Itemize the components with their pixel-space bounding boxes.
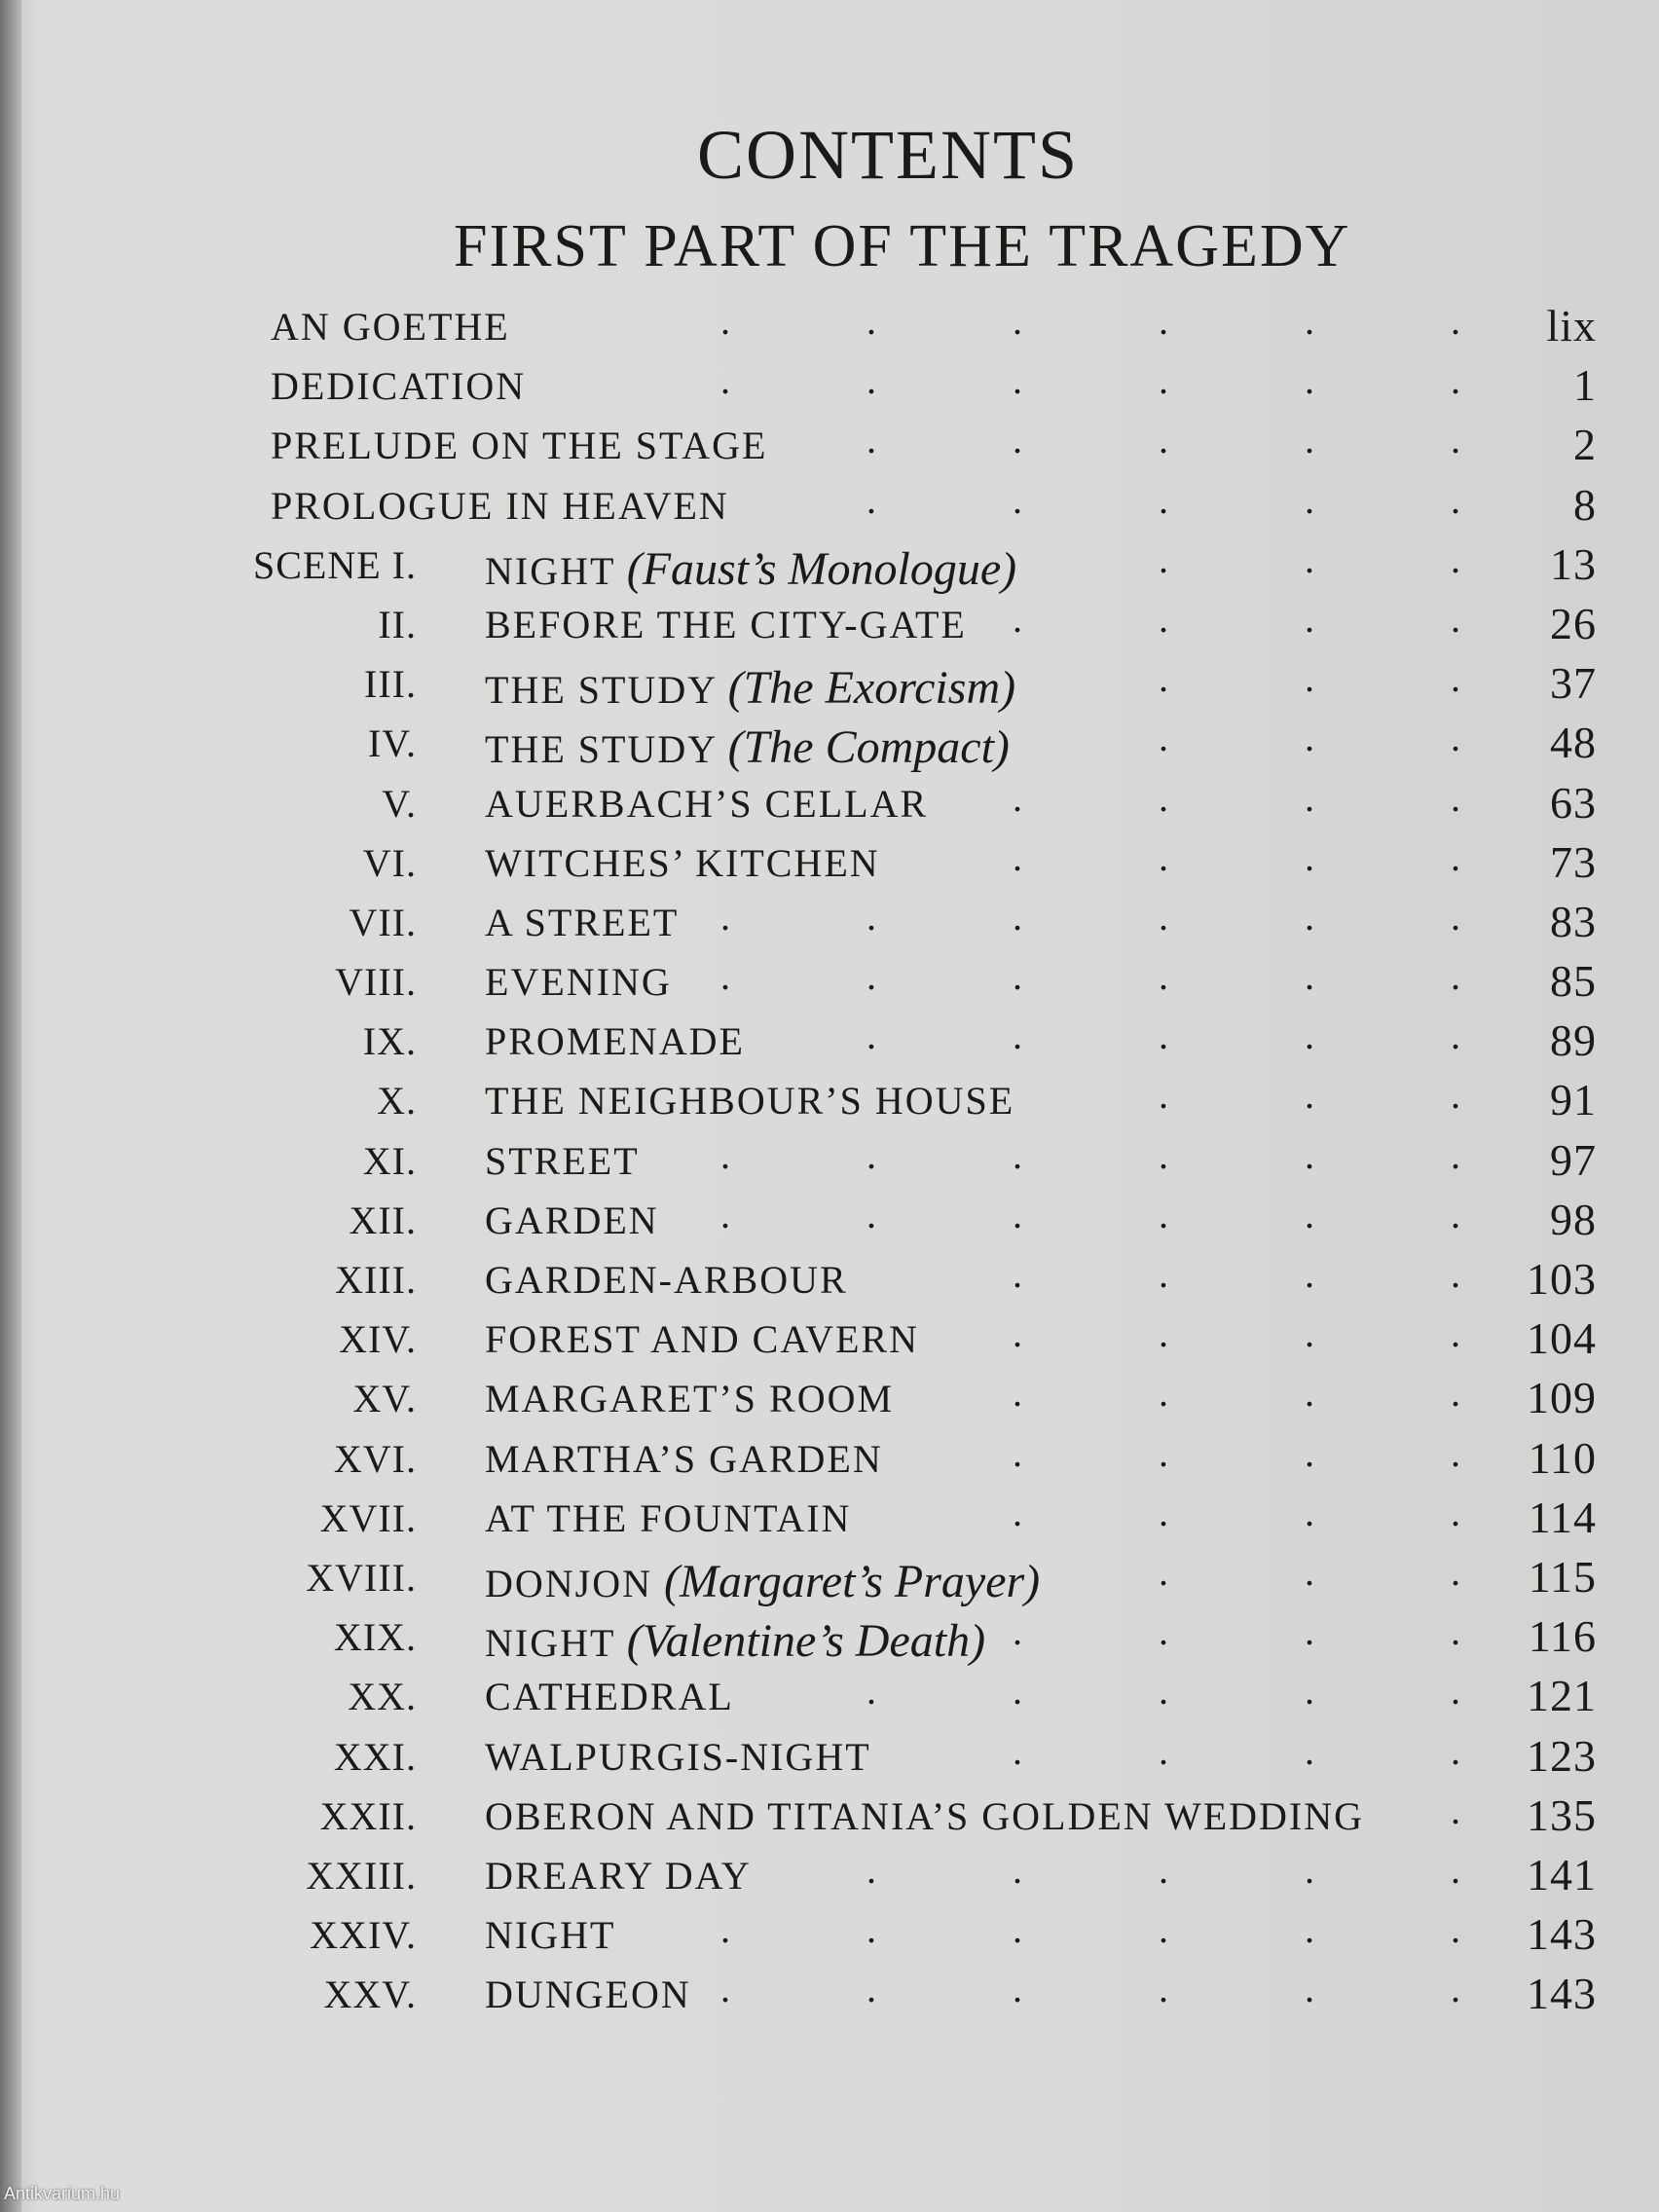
toc-entry [263, 1490, 1606, 1555]
dot-leader: . [1159, 716, 1168, 760]
dot-leader: . [1451, 1192, 1460, 1236]
dot-leader: . [1013, 1490, 1022, 1534]
dot-leader: . [1013, 1430, 1022, 1475]
page-number: 1 [1573, 360, 1597, 411]
scene-number: XXIII. [306, 1853, 417, 1898]
dot-leader: . [1451, 1371, 1460, 1416]
toc-entry [263, 1014, 1606, 1078]
scene-number: VIII. [335, 960, 417, 1005]
entry-title-text: DUNGEON [485, 1972, 691, 2017]
dot-leader: . [1013, 1371, 1022, 1416]
page-number: 121 [1527, 1671, 1597, 1721]
entry-title-text: EVENING [485, 960, 672, 1005]
entry-title-text: THE STUDY [485, 668, 717, 713]
page-number: 109 [1527, 1373, 1597, 1423]
toc-entry [263, 1549, 1606, 1614]
dot-leader: . [1451, 1073, 1460, 1118]
dot-leader: . [1159, 775, 1168, 820]
dot-leader: . [866, 894, 876, 939]
entry-title [271, 363, 526, 409]
scene-number: III. [364, 662, 417, 707]
entry-title [485, 1138, 640, 1184]
dot-leader: . [1159, 596, 1168, 641]
dot-leader: . [1305, 894, 1314, 939]
dot-leader: . [866, 299, 876, 343]
entry-title [485, 781, 928, 827]
dot-leader: . [1159, 1967, 1168, 2011]
scene-number: SCENE I. [253, 542, 417, 587]
dot-leader: . [1451, 1609, 1460, 1654]
page-number: 89 [1550, 1015, 1597, 1066]
scene-number: XV. [352, 1377, 417, 1421]
entry-title [485, 1734, 871, 1780]
dot-leader: . [866, 1967, 876, 2011]
entry-title-text: AN GOETHE [271, 305, 510, 349]
toc-entry [263, 1728, 1606, 1793]
entry-title-text: AT THE FOUNTAIN [485, 1495, 852, 1540]
scene-number: XII. [349, 1198, 417, 1242]
toc-entry [263, 954, 1606, 1018]
dot-leader: . [1013, 954, 1022, 999]
entry-title-text: DEDICATION [271, 364, 527, 409]
scene-number: XVIII. [306, 1555, 417, 1600]
toc-entry [263, 1132, 1606, 1198]
dot-leader: . [1305, 299, 1314, 343]
dot-leader: . [1451, 894, 1460, 939]
dot-leader: . [1305, 477, 1314, 522]
dot-leader: . [866, 1192, 876, 1236]
entry-title [485, 1674, 734, 1719]
entry-title [485, 1555, 1040, 1608]
entry-subtitle: (The Exorcism) [727, 662, 1016, 715]
page-number: 91 [1550, 1075, 1597, 1125]
entry-title [271, 483, 729, 529]
dot-leader: . [1013, 775, 1022, 820]
dot-leader: . [1305, 834, 1314, 879]
dot-leader: . [1159, 536, 1168, 581]
dot-leader: . [1305, 1728, 1314, 1773]
entry-subtitle: (The Compact) [727, 721, 1010, 774]
dot-leader: . [866, 1014, 876, 1058]
dot-leader: . [1159, 894, 1168, 939]
page-number: 63 [1550, 777, 1597, 828]
dot-leader: . [720, 894, 730, 939]
page-number: 114 [1528, 1492, 1597, 1542]
dot-leader: . [1159, 656, 1168, 701]
entry-title-text: FOREST AND CAVERN [485, 1317, 919, 1362]
dot-leader: . [1451, 299, 1460, 343]
dot-leader: . [1159, 1132, 1168, 1177]
toc-entry [263, 834, 1606, 900]
dot-leader: . [866, 1669, 876, 1714]
dot-leader: . [1013, 477, 1022, 522]
entry-title [271, 423, 768, 468]
toc-entry [263, 1609, 1606, 1674]
dot-leader: . [1013, 418, 1022, 462]
dot-leader: . [1305, 1549, 1314, 1594]
entry-title [485, 1198, 659, 1243]
dot-leader: . [1305, 1073, 1314, 1118]
dot-leader: . [1451, 536, 1460, 581]
entry-title [485, 1912, 615, 1958]
entry-title-text: A STREET [485, 900, 680, 944]
dot-leader: . [1305, 1132, 1314, 1177]
toc-entry [263, 716, 1606, 780]
page-number: 103 [1527, 1254, 1597, 1304]
toc-entry [263, 1311, 1606, 1376]
dot-leader: . [1305, 1371, 1314, 1416]
toc-entry [263, 418, 1606, 482]
dot-leader: . [1305, 536, 1314, 581]
scene-number: VI. [362, 840, 417, 885]
entry-title-text: NIGHT [485, 1621, 615, 1666]
dot-leader: . [1159, 418, 1168, 462]
entry-title-text: AUERBACH’S CELLAR [485, 781, 929, 826]
entry-title-text: MARTHA’S GARDEN [485, 1436, 883, 1481]
entry-title [485, 1972, 691, 2017]
dot-leader: . [1451, 1669, 1460, 1714]
toc-entry [263, 1073, 1606, 1137]
dot-leader: . [1451, 1014, 1460, 1058]
page-number: 98 [1550, 1194, 1597, 1244]
page-number: 8 [1573, 479, 1597, 530]
dot-leader: . [1013, 1907, 1022, 1952]
entry-title [485, 1495, 851, 1541]
toc-entry [263, 1430, 1606, 1495]
dot-leader: . [1305, 1847, 1314, 1892]
scene-number: XVI. [333, 1436, 417, 1481]
entry-title [485, 1316, 919, 1362]
dot-leader: . [1159, 1490, 1168, 1534]
entry-title [485, 602, 967, 647]
dot-leader: . [866, 477, 876, 522]
entry-title [485, 1018, 745, 1064]
toc-entry [263, 1192, 1606, 1257]
page-number: 115 [1528, 1551, 1597, 1602]
entry-title [485, 661, 1015, 715]
dot-leader: . [1013, 1252, 1022, 1296]
dot-leader: . [1451, 596, 1460, 641]
entry-title-text: DONJON [485, 1561, 652, 1605]
dot-leader: . [1159, 1192, 1168, 1236]
dot-leader: . [1159, 1609, 1168, 1654]
entry-title [485, 720, 1010, 774]
dot-leader: . [720, 358, 730, 403]
dot-leader: . [1305, 1967, 1314, 2011]
toc-entry [263, 358, 1606, 423]
dot-leader: . [1451, 656, 1460, 701]
entry-title-text: THE NEIGHBOUR’S HOUSE [485, 1079, 1015, 1124]
dot-leader: . [1305, 1430, 1314, 1475]
dot-leader: . [1013, 1967, 1022, 2011]
page-number: 48 [1550, 718, 1597, 768]
page-number: 13 [1550, 538, 1597, 589]
scene-number: XXV. [323, 1972, 417, 2017]
scene-number: IV. [367, 721, 417, 766]
scene-number: II. [378, 602, 417, 646]
page-number: 83 [1550, 896, 1597, 946]
dot-leader: . [866, 418, 876, 462]
dot-leader: . [1159, 1430, 1168, 1475]
dot-leader: . [1013, 299, 1022, 343]
entry-title [485, 840, 880, 886]
dot-leader: . [1013, 834, 1022, 879]
entry-title [485, 1376, 894, 1421]
dot-leader: . [720, 1967, 730, 2011]
toc-entry [263, 1967, 1606, 2031]
toc-entry [263, 894, 1606, 959]
scene-number: IX. [362, 1019, 417, 1064]
scene-number: XX. [348, 1675, 417, 1719]
entry-title-text: GARDEN-ARBOUR [485, 1258, 848, 1302]
dot-leader: . [1159, 834, 1168, 879]
dot-leader: . [1451, 477, 1460, 522]
entry-title [485, 1853, 752, 1899]
page-number: 141 [1527, 1849, 1597, 1899]
dot-leader: . [1305, 656, 1314, 701]
dot-leader: . [866, 1907, 876, 1952]
dot-leader: . [1159, 299, 1168, 343]
page-subtitle: FIRST PART OF THE TRAGEDY [454, 213, 1351, 279]
dot-leader: . [866, 1132, 876, 1177]
dot-leader: . [1013, 358, 1022, 403]
dot-leader: . [1305, 418, 1314, 462]
dot-leader: . [1013, 1847, 1022, 1892]
entry-title-text: THE STUDY [485, 727, 717, 772]
scene-number: V. [382, 781, 417, 826]
dot-leader: . [720, 299, 730, 343]
dot-leader: . [1013, 1728, 1022, 1773]
toc-entry [263, 596, 1606, 661]
entry-title-text: STREET [485, 1138, 640, 1183]
dot-leader: . [1451, 1847, 1460, 1892]
dot-leader: . [1451, 1788, 1460, 1832]
dot-leader: . [1451, 1490, 1460, 1534]
toc-entry [263, 299, 1606, 363]
scene-number: XI. [362, 1138, 417, 1183]
dot-leader: . [1159, 358, 1168, 403]
dot-leader: . [1013, 894, 1022, 939]
entry-title-text: CATHEDRAL [485, 1675, 734, 1719]
dot-leader: . [1159, 1669, 1168, 1714]
scene-number: XIII. [335, 1258, 417, 1302]
scene-number: VII. [349, 900, 417, 944]
entry-subtitle: (Faust’s Monologue) [626, 542, 1017, 595]
toc-entry [263, 1788, 1606, 1853]
entry-title [485, 900, 679, 945]
scene-number: X. [377, 1079, 417, 1124]
dot-leader: . [1451, 1132, 1460, 1177]
entry-title [485, 1793, 1364, 1839]
dot-leader: . [1013, 1609, 1022, 1654]
scene-number: XXII. [319, 1793, 417, 1838]
scene-number: XIX. [333, 1615, 417, 1660]
dot-leader: . [1013, 1192, 1022, 1236]
dot-leader: . [1013, 596, 1022, 641]
entry-title [485, 1436, 883, 1482]
dot-leader: . [1451, 1549, 1460, 1594]
entry-title-text: DREARY DAY [485, 1853, 752, 1898]
dot-leader: . [1451, 418, 1460, 462]
toc-entry [263, 656, 1606, 720]
dot-leader: . [1305, 1669, 1314, 1714]
dot-leader: . [1305, 954, 1314, 999]
entry-title-text: GARDEN [485, 1198, 659, 1242]
entry-subtitle: (Valentine’s Death) [626, 1615, 986, 1668]
toc-entry [263, 477, 1606, 542]
scene-number: XIV. [339, 1317, 417, 1362]
page-number: 26 [1550, 598, 1597, 648]
dot-leader: . [1451, 834, 1460, 879]
page-number: 37 [1550, 658, 1597, 709]
dot-leader: . [1305, 1907, 1314, 1952]
entry-title-text: WITCHES’ KITCHEN [485, 840, 880, 885]
entry-title-text: PROMENADE [485, 1019, 745, 1064]
page-number: 116 [1528, 1611, 1597, 1662]
dot-leader: . [1305, 1609, 1314, 1654]
entry-title-text: MARGARET’S ROOM [485, 1377, 895, 1421]
toc-entry [263, 1252, 1606, 1316]
dot-leader: . [720, 1192, 730, 1236]
page-number: 143 [1527, 1969, 1597, 2019]
dot-leader: . [866, 358, 876, 403]
page-number: 73 [1550, 836, 1597, 887]
scene-number: XXIV. [310, 1913, 417, 1958]
dot-leader: . [1013, 1669, 1022, 1714]
dot-leader: . [1159, 1073, 1168, 1118]
book-spine [0, 0, 21, 2212]
page-number: 123 [1527, 1730, 1597, 1781]
dot-leader: . [1013, 1132, 1022, 1177]
dot-leader: . [1305, 1311, 1314, 1356]
page-title: CONTENTS [697, 116, 1079, 194]
dot-leader: . [1305, 358, 1314, 403]
dot-leader: . [1159, 1549, 1168, 1594]
entry-title-text: BEFORE THE CITY-GATE [485, 602, 967, 646]
entry-title [271, 304, 510, 350]
dot-leader: . [1451, 1728, 1460, 1773]
entry-subtitle: (Margaret’s Prayer) [664, 1555, 1041, 1607]
page-number: 85 [1550, 956, 1597, 1007]
dot-leader: . [1451, 716, 1460, 760]
dot-leader: . [1305, 1014, 1314, 1058]
dot-leader: . [1159, 477, 1168, 522]
dot-leader: . [1451, 1907, 1460, 1952]
page-number: 135 [1527, 1789, 1597, 1840]
dot-leader: . [1305, 775, 1314, 820]
entry-title [485, 542, 1016, 596]
dot-leader: . [1451, 1252, 1460, 1296]
dot-leader: . [1159, 954, 1168, 999]
scene-number: XXI. [333, 1734, 417, 1779]
toc-entry [263, 1907, 1606, 1972]
entry-title-text: WALPURGIS-NIGHT [485, 1734, 871, 1779]
dot-leader: . [1159, 1311, 1168, 1356]
toc-entry [263, 1847, 1606, 1912]
dot-leader: . [866, 1847, 876, 1892]
dot-leader: . [1451, 1311, 1460, 1356]
dot-leader: . [1159, 1847, 1168, 1892]
table-of-contents [253, 299, 1606, 2031]
dot-leader: . [1451, 954, 1460, 999]
page-number: lix [1546, 301, 1597, 350]
dot-leader: . [866, 954, 876, 999]
dot-leader: . [1305, 596, 1314, 641]
entry-title-text: OBERON AND TITANIA’S GOLDEN WEDDING [485, 1793, 1365, 1838]
page-number: 97 [1550, 1134, 1597, 1185]
dot-leader: . [1305, 1252, 1314, 1296]
dot-leader: . [1159, 1371, 1168, 1416]
toc-entry [263, 1669, 1606, 1733]
dot-leader: . [1451, 1967, 1460, 2011]
dot-leader: . [1451, 1430, 1460, 1475]
watermark: Antikvarium.hu [4, 2184, 121, 2203]
entry-title-text: PROLOGUE IN HEAVEN [271, 483, 729, 528]
toc-entry [263, 1371, 1606, 1435]
dot-leader: . [720, 1907, 730, 1952]
dot-leader: . [1159, 1728, 1168, 1773]
dot-leader: . [1305, 1490, 1314, 1534]
page-number: 143 [1527, 1909, 1597, 1960]
page-number: 104 [1527, 1313, 1597, 1364]
dot-leader: . [720, 1132, 730, 1177]
dot-leader: . [1305, 716, 1314, 760]
entry-title [485, 1614, 985, 1668]
entry-title-text: NIGHT [485, 548, 615, 593]
dot-leader: . [1013, 1014, 1022, 1058]
page-number: 2 [1573, 420, 1597, 470]
dot-leader: . [1159, 1907, 1168, 1952]
toc-entry [263, 775, 1606, 840]
scene-number: XVII. [319, 1495, 417, 1540]
entry-title [485, 959, 672, 1005]
dot-leader: . [1451, 358, 1460, 403]
page-number: 110 [1528, 1432, 1597, 1483]
dot-leader: . [1451, 775, 1460, 820]
toc-entry [253, 536, 1606, 602]
dot-leader: . [1159, 1014, 1168, 1058]
dot-leader: . [1159, 1252, 1168, 1296]
dot-leader: . [720, 954, 730, 999]
entry-title-text: PRELUDE ON THE STAGE [271, 424, 768, 468]
dot-leader: . [1305, 1192, 1314, 1236]
entry-title [485, 1078, 1014, 1124]
entry-title [485, 1257, 848, 1303]
dot-leader: . [1013, 1311, 1022, 1356]
entry-title-text: NIGHT [485, 1913, 616, 1958]
